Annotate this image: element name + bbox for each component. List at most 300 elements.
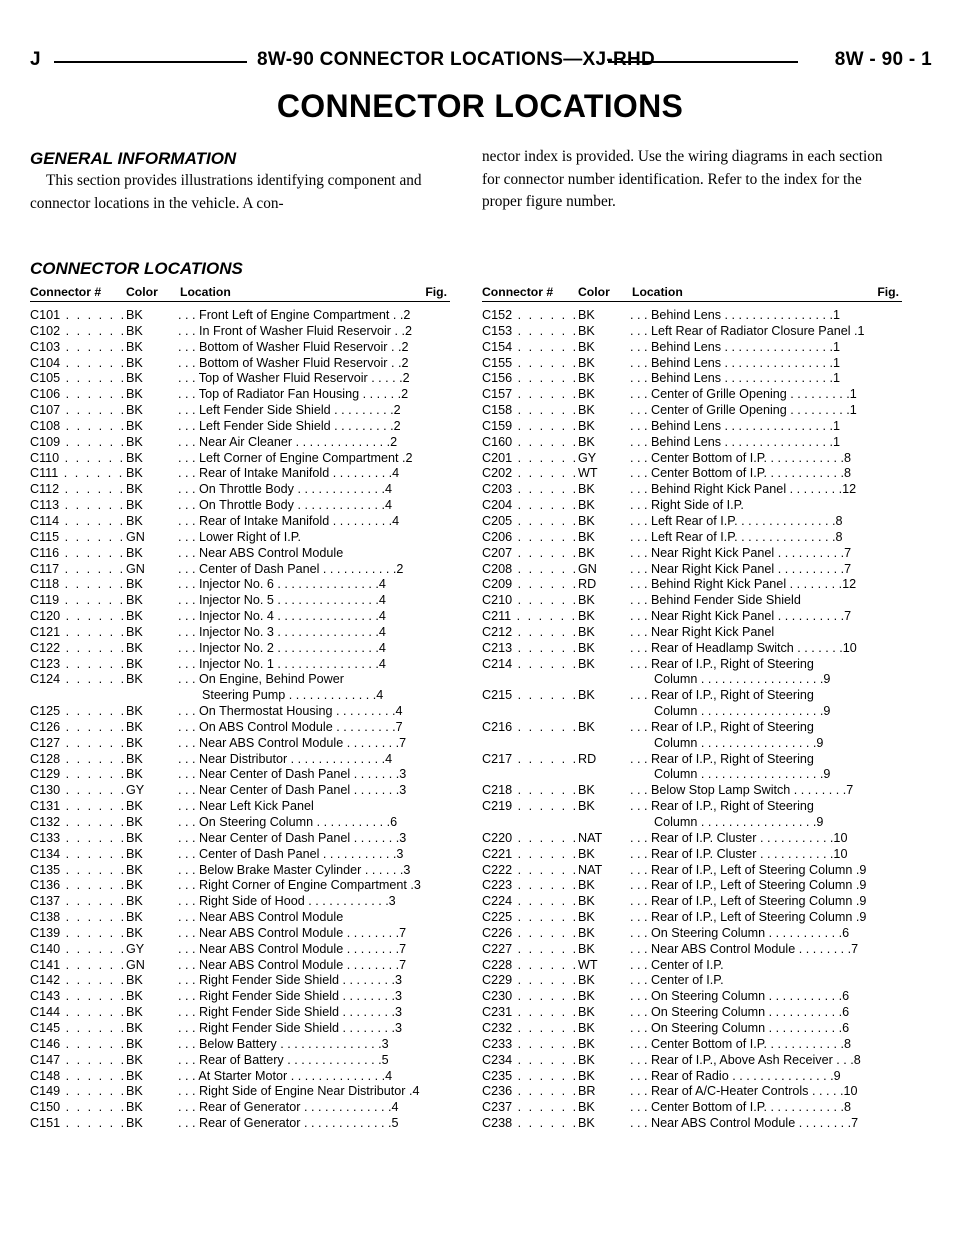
connector-id: C109 — [30, 434, 61, 449]
location: Rear of I.P., Left of Steering Column .9 — [651, 910, 867, 925]
wire-color: BK — [126, 1084, 143, 1099]
connector-id: C125 — [30, 704, 61, 719]
wire-color: BK — [578, 925, 595, 940]
header-location: Location — [632, 285, 683, 299]
connector-id: C106 — [30, 387, 61, 402]
location: Rear of Intake Manifold . . . . . . . . .4 — [199, 466, 400, 481]
table-row: C152 . . . . . .BK . . . Behind Lens . . . . . . . . . . . . . . . .1 — [482, 308, 840, 322]
table-row: C114 . . . . . .BK . . . Rear of Intake Manifold . . . . . . . . .4 — [30, 513, 400, 528]
connector-id: C120 — [30, 609, 61, 624]
wire-color: BK — [578, 593, 595, 608]
connector-id: C238 — [482, 1116, 513, 1131]
location: Top of Radiator Fan Housing . . . . . .2 — [198, 387, 409, 402]
connector-id: C101 — [30, 308, 61, 322]
wire-color: BK — [126, 371, 143, 386]
location-continued: Column . . . . . . . . . . . . . . . . . .9 — [654, 672, 831, 687]
connector-id: C136 — [30, 878, 61, 893]
table-row: C101 . . . . . .BK . . . Front Left of Engine Compartment . .2 — [30, 308, 411, 322]
table-row: C132 . . . . . .BK . . . On Steering Column . . . . . . . . . . .6 — [30, 815, 398, 829]
table-row: C222 . . . . . .NAT . . . Rear of I.P., Left of Steering Column .9 — [482, 862, 867, 877]
connector-id: C131 — [30, 799, 61, 814]
table-row-continuation — [482, 704, 902, 720]
location: Center of Dash Panel . . . . . . . . . . .2 — [199, 561, 404, 576]
table-row: C148 . . . . . .BK . . . At Starter Motor . . . . . . . . . . . . . .4 — [30, 1068, 393, 1083]
wire-color: BK — [126, 339, 143, 354]
connector-id: C133 — [30, 830, 61, 845]
wire-color: BK — [126, 704, 143, 719]
wire-color: BK — [126, 815, 143, 829]
wire-color: GN — [578, 561, 597, 576]
wire-color: BK — [126, 323, 143, 338]
connector-id: C112 — [30, 482, 60, 497]
location: Behind Lens . . . . . . . . . . . . . . . .1 — [651, 308, 840, 322]
table-row: C135 . . . . . .BK . . . Below Brake Master Cylinder . . . . . .3 — [30, 862, 411, 877]
header-center: 8W-90 CONNECTOR LOCATIONS—XJ-RHD — [257, 49, 656, 70]
general-info-text-left: This section provides illustrations identifying component and connector locations in the vehicle. A con- — [30, 172, 422, 212]
location: Behind Fender Side Shield — [651, 593, 801, 608]
location: Near ABS Control Module . . . . . . . .7 — [199, 735, 407, 750]
table-row: C107 . . . . . .BK . . . Left Fender Side Shield . . . . . . . . .2 — [30, 403, 401, 418]
wire-color: BK — [126, 418, 143, 433]
table-row: C115 . . . . . .GN . . . Lower Right of I.P. — [30, 529, 301, 544]
wire-color: BK — [126, 735, 143, 750]
table-row-continuation — [482, 767, 902, 783]
location: Rear of I.P., Right of Steering — [651, 799, 814, 814]
wire-color: WT — [578, 466, 598, 481]
header-color: Color — [578, 285, 610, 299]
location: Behind Lens . . . . . . . . . . . . . . . .1 — [651, 418, 840, 433]
connector-id: C143 — [30, 989, 61, 1004]
table-row: C155 . . . . . .BK . . . Behind Lens . . . . . . . . . . . . . . . .1 — [482, 355, 840, 370]
table-row: C221 . . . . . .BK . . . Rear of I.P. Cluster . . . . . . . . . . .10 — [482, 846, 848, 861]
connector-id: C205 — [482, 513, 513, 528]
wire-color: BK — [578, 878, 595, 893]
location: Right Corner of Engine Compartment .3 — [199, 878, 421, 893]
table-header — [30, 284, 450, 302]
connector-id: C223 — [482, 878, 513, 893]
location: Behind Lens . . . . . . . . . . . . . . . .1 — [651, 355, 840, 370]
wire-color: GN — [126, 957, 145, 972]
connector-id: C154 — [482, 339, 513, 354]
table-row: C111 . . . . . .BK . . . Rear of Intake Manifold . . . . . . . . .4 — [30, 466, 400, 481]
table-row: C209 . . . . . .RD . . . Behind Right Kick Panel . . . . . . . .12 — [482, 577, 857, 592]
location: On Steering Column . . . . . . . . . . .6 — [199, 815, 398, 829]
table-row: C134 . . . . . .BK . . . Center of Dash Panel . . . . . . . . . . .3 — [30, 846, 404, 861]
wire-color: BK — [578, 513, 595, 528]
connector-id: C149 — [30, 1084, 61, 1099]
location: On Thermostat Housing . . . . . . . . .4 — [199, 704, 403, 719]
connector-id: C210 — [482, 593, 513, 608]
location: Near ABS Control Module — [199, 545, 344, 560]
wire-color: BK — [126, 624, 143, 639]
table-row: C211 . . . . . .BK . . . Near Right Kick Panel . . . . . . . . . .7 — [482, 609, 852, 624]
connector-id: C138 — [30, 910, 61, 925]
location: Right Fender Side Shield . . . . . . . .3 — [199, 989, 403, 1004]
location: Rear of I.P., Right of Steering — [651, 719, 814, 734]
connector-id: C220 — [482, 830, 513, 845]
location: Rear of I.P., Left of Steering Column .9 — [651, 894, 867, 909]
location: Center Bottom of I.P. . . . . . . . . . . .8 — [651, 466, 851, 481]
connector-id: C104 — [30, 355, 61, 370]
location: Rear of Battery . . . . . . . . . . . . . .5 — [199, 1052, 389, 1067]
table-row: C234 . . . . . .BK . . . Rear of I.P., Above Ash Receiver . . .8 — [482, 1052, 861, 1067]
connector-id: C204 — [482, 498, 513, 513]
wire-color: BK — [126, 1020, 143, 1035]
location: Rear of I.P., Above Ash Receiver . . .8 — [651, 1052, 861, 1067]
header-right: 8W - 90 - 1 — [834, 49, 932, 70]
table-row: C127 . . . . . .BK . . . Near ABS Control Module . . . . . . . .7 — [30, 735, 407, 750]
table-row: C118 . . . . . .BK . . . Injector No. 6 . . . . . . . . . . . . . . .4 — [30, 577, 386, 592]
connector-id: C115 — [30, 529, 60, 544]
wire-color: BK — [126, 545, 143, 560]
wire-color: BK — [578, 1036, 595, 1051]
location: Near Air Cleaner . . . . . . . . . . . . . .2 — [199, 434, 398, 449]
table-row: C226 . . . . . .BK . . . On Steering Column . . . . . . . . . . .6 — [482, 925, 850, 940]
table-row: C128 . . . . . .BK . . . Near Distributor . . . . . . . . . . . . . .4 — [30, 751, 393, 766]
location: Center of Grille Opening . . . . . . . . .1 — [651, 387, 857, 402]
location: Near Left Kick Panel — [199, 799, 314, 814]
table-row: C133 . . . . . .BK . . . Near Center of Dash Panel . . . . . . .3 — [30, 830, 407, 845]
location: Behind Right Kick Panel . . . . . . . .12 — [651, 482, 857, 497]
location: Below Brake Master Cylinder . . . . . .3 — [199, 862, 411, 877]
table-row: C237 . . . . . .BK . . . Center Bottom of I.P. . . . . . . . . . . .8 — [482, 1100, 851, 1115]
table-row: C138 . . . . . .BK . . . Near ABS Control Module — [30, 910, 344, 925]
location: Left Rear of Radiator Closure Panel .1 — [651, 323, 865, 338]
wire-color: BK — [578, 1100, 595, 1115]
wire-color: BK — [126, 609, 143, 624]
connector-id: C103 — [30, 339, 61, 354]
wire-color: BK — [578, 1068, 595, 1083]
table-row: C235 . . . . . .BK . . . Rear of Radio . . . . . . . . . . . . . . .9 — [482, 1068, 841, 1083]
location: Center Bottom of I.P. . . . . . . . . . . .8 — [651, 1036, 851, 1051]
table-row: C205 . . . . . .BK . . . Left Rear of I.P. . . . . . . . . . . . . . .8 — [482, 513, 843, 528]
wire-color: BK — [126, 1068, 143, 1083]
connector-id: C215 — [482, 688, 513, 703]
location: Top of Washer Fluid Reservoir . . . . .2 — [198, 371, 410, 386]
wire-color: BK — [126, 846, 143, 861]
connector-id: C206 — [482, 529, 513, 544]
location: Rear of Headlamp Switch . . . . . . .10 — [651, 640, 857, 655]
table-row: C125 . . . . . .BK . . . On Thermostat Housing . . . . . . . . .4 — [30, 704, 403, 719]
table-row: C139 . . . . . .BK . . . Near ABS Control Module . . . . . . . .7 — [30, 925, 407, 940]
table-row: C103 . . . . . .BK . . . Bottom of Washer Fluid Reservoir . .2 — [30, 339, 409, 354]
connector-id: C121 — [30, 624, 61, 639]
table-row: C109 . . . . . .BK . . . Near Air Cleaner . . . . . . . . . . . . . .2 — [30, 434, 398, 449]
connector-id: C105 — [30, 371, 61, 386]
location-continued: Column . . . . . . . . . . . . . . . . .9 — [654, 815, 824, 829]
location-continued: Column . . . . . . . . . . . . . . . . .9 — [654, 735, 824, 750]
connector-id: C225 — [482, 910, 513, 925]
wire-color: BK — [578, 973, 595, 988]
table-row-continuation — [30, 688, 450, 704]
table-row: C215 . . . . . .BK . . . Rear of I.P., Right of Steering — [482, 688, 814, 703]
table-row: C232 . . . . . .BK . . . On Steering Column . . . . . . . . . . .6 — [482, 1020, 850, 1035]
table-row: C141 . . . . . .GN . . . Near ABS Control Module . . . . . . . .7 — [30, 957, 407, 972]
location: Right Side of Engine Near Distributor .4 — [199, 1084, 420, 1099]
location: On Engine, Behind Power — [199, 672, 344, 687]
wire-color: BK — [126, 577, 143, 592]
location: Rear of I.P. Cluster . . . . . . . . . . .10 — [651, 846, 848, 861]
table-row: C206 . . . . . .BK . . . Left Rear of I.P. . . . . . . . . . . . . . .8 — [482, 529, 843, 544]
wire-color: BK — [578, 609, 595, 624]
location: Rear of I.P., Left of Steering Column .9 — [651, 878, 867, 893]
connector-id: C203 — [482, 482, 513, 497]
table-row: C140 . . . . . .GY . . . Near ABS Control Module . . . . . . . .7 — [30, 941, 407, 956]
table-row: C112 . . . . . .BK . . . On Throttle Body . . . . . . . . . . . . .4 — [30, 482, 392, 497]
location: Center of Dash Panel . . . . . . . . . . .3 — [199, 846, 404, 861]
table-row: C137 . . . . . .BK . . . Right Side of Hood . . . . . . . . . . . .3 — [30, 894, 396, 909]
wire-color: BK — [578, 910, 595, 925]
wire-color: BK — [578, 308, 595, 322]
table-row: C131 . . . . . .BK . . . Near Left Kick Panel — [30, 799, 314, 814]
connector-id: C232 — [482, 1020, 513, 1035]
location: Near ABS Control Module . . . . . . . .7 — [651, 1116, 859, 1131]
connector-id: C137 — [30, 894, 61, 909]
wire-color: GY — [126, 941, 145, 956]
table-row: C154 . . . . . .BK . . . Behind Lens . . . . . . . . . . . . . . . .1 — [482, 339, 840, 354]
wire-color: BK — [578, 482, 595, 497]
table-row: C108 . . . . . .BK . . . Left Fender Side Shield . . . . . . . . .2 — [30, 418, 401, 433]
wire-color: BK — [126, 466, 143, 481]
wire-color: BK — [578, 624, 595, 639]
location: Left Fender Side Shield . . . . . . . . .2 — [199, 418, 401, 433]
location: Rear of A/C-Heater Controls . . . . .10 — [651, 1084, 858, 1099]
connector-id: C127 — [30, 735, 61, 750]
wire-color: BK — [126, 973, 143, 988]
wire-color: BK — [578, 1052, 595, 1067]
connector-id: C228 — [482, 957, 513, 972]
location: Bottom of Washer Fluid Reservoir . .2 — [199, 355, 409, 370]
table-row-continuation — [482, 815, 902, 831]
header-connector: Connector # — [30, 285, 102, 299]
wire-color: BK — [126, 1005, 143, 1020]
general-info-heading: GENERAL INFORMATION — [30, 149, 237, 168]
wire-color: RD — [578, 751, 597, 766]
wire-color: BK — [126, 1036, 143, 1051]
connector-id: C132 — [30, 815, 61, 829]
connector-id: C111 — [30, 466, 59, 481]
wire-color: BK — [126, 925, 143, 940]
location: Center Bottom of I.P. . . . . . . . . . . .8 — [651, 1100, 851, 1115]
table-row: C145 . . . . . .BK . . . Right Fender Side Shield . . . . . . . .3 — [30, 1020, 403, 1035]
connector-id: C117 — [30, 561, 60, 576]
location-continued: Column . . . . . . . . . . . . . . . . . .9 — [654, 704, 831, 719]
location: Rear of I.P., Right of Steering — [651, 656, 814, 671]
wire-color: BK — [126, 910, 143, 925]
wire-color: BK — [578, 498, 595, 513]
location: On Steering Column . . . . . . . . . . .6 — [651, 989, 850, 1004]
table-row: C225 . . . . . .BK . . . Rear of I.P., Left of Steering Column .9 — [482, 910, 867, 925]
wire-color: BK — [578, 688, 595, 703]
table-row: C230 . . . . . .BK . . . On Steering Column . . . . . . . . . . .6 — [482, 989, 850, 1004]
location: On Steering Column . . . . . . . . . . .6 — [651, 1020, 850, 1035]
location: Near ABS Control Module . . . . . . . .7 — [199, 941, 407, 956]
location: Below Stop Lamp Switch . . . . . . . .7 — [651, 783, 854, 798]
wire-color: NAT — [578, 830, 603, 845]
table-row: C147 . . . . . .BK . . . Rear of Battery . . . . . . . . . . . . . .5 — [30, 1052, 389, 1067]
table-row: C151 . . . . . .BK . . . Rear of Generator . . . . . . . . . . . . .5 — [30, 1116, 399, 1131]
table-rows — [30, 308, 450, 1132]
connector-id: C126 — [30, 719, 61, 734]
table-row: C213 . . . . . .BK . . . Rear of Headlamp Switch . . . . . . .10 — [482, 640, 857, 655]
table-row: C223 . . . . . .BK . . . Rear of I.P., Left of Steering Column .9 — [482, 878, 867, 893]
table-row: C150 . . . . . .BK . . . Rear of Generator . . . . . . . . . . . . .4 — [30, 1100, 399, 1115]
wire-color: BK — [126, 1100, 143, 1115]
wire-color: BK — [578, 323, 595, 338]
table-row: C236 . . . . . .BR . . . Rear of A/C-Heater Controls . . . . .10 — [482, 1084, 858, 1099]
connector-id: C150 — [30, 1100, 61, 1115]
table-row: C105 . . . . . .BK . . . Top of Washer Fluid Reservoir . . . . .2 — [30, 371, 410, 386]
location: Center Bottom of I.P. . . . . . . . . . . .8 — [651, 450, 851, 465]
wire-color: BK — [126, 434, 143, 449]
connector-id: C231 — [482, 1005, 513, 1020]
connector-id: C110 — [30, 450, 60, 465]
table-row: C231 . . . . . .BK . . . On Steering Column . . . . . . . . . . .6 — [482, 1005, 850, 1020]
wire-color: BK — [126, 308, 143, 322]
location: Center of I.P. — [651, 973, 724, 988]
table-row: C144 . . . . . .BK . . . Right Fender Side Shield . . . . . . . .3 — [30, 1005, 403, 1020]
table-row: C203 . . . . . .BK . . . Behind Right Kick Panel . . . . . . . .12 — [482, 482, 857, 497]
connector-id: C144 — [30, 1005, 61, 1020]
table-row: C119 . . . . . .BK . . . Injector No. 5 . . . . . . . . . . . . . . .4 — [30, 593, 386, 608]
table-row: C158 . . . . . .BK . . . Center of Grille Opening . . . . . . . . .1 — [482, 403, 857, 418]
table-rows — [482, 308, 902, 1132]
table-row-continuation — [482, 672, 902, 688]
location: Rear of I.P. Cluster . . . . . . . . . . .10 — [651, 830, 848, 845]
connector-id: C128 — [30, 751, 61, 766]
wire-color: BK — [578, 719, 595, 734]
wire-color: BK — [578, 371, 595, 386]
connector-id: C226 — [482, 925, 513, 940]
location: Injector No. 6 . . . . . . . . . . . . . . .4 — [199, 577, 386, 592]
table-row: C160 . . . . . .BK . . . Behind Lens . . . . . . . . . . . . . . . .1 — [482, 434, 840, 449]
header-fig: Fig. — [425, 285, 447, 299]
connector-id: C209 — [482, 577, 513, 592]
connector-id: C156 — [482, 371, 513, 386]
table-row: C153 . . . . . .BK . . . Left Rear of Radiator Closure Panel .1 — [482, 323, 865, 338]
location-continued: Steering Pump . . . . . . . . . . . . .4 — [202, 688, 384, 703]
wire-color: BK — [578, 640, 595, 655]
table-row: C102 . . . . . .BK . . . In Front of Washer Fluid Reservoir . .2 — [30, 323, 412, 338]
table-row: C208 . . . . . .GN . . . Near Right Kick Panel . . . . . . . . . .7 — [482, 561, 852, 576]
location: Near ABS Control Module . . . . . . . .7 — [199, 925, 407, 940]
connector-id: C217 — [482, 751, 513, 766]
table-header — [482, 284, 902, 302]
wire-color: BK — [126, 862, 143, 877]
header-color: Color — [126, 285, 158, 299]
connector-id: C216 — [482, 719, 513, 734]
wire-color: BK — [126, 894, 143, 909]
wire-color: WT — [578, 957, 598, 972]
connector-id: C118 — [30, 577, 60, 592]
location: Near Right Kick Panel . . . . . . . . . .7 — [651, 609, 852, 624]
table-row: C129 . . . . . .BK . . . Near Center of Dash Panel . . . . . . .3 — [30, 767, 407, 782]
connector-id: C151 — [30, 1116, 61, 1131]
connector-table-left — [30, 284, 450, 1132]
location: Rear of I.P., Right of Steering — [651, 688, 814, 703]
location: Rear of I.P., Left of Steering Column .9 — [651, 862, 867, 877]
wire-color: BK — [126, 767, 143, 782]
table-row: C201 . . . . . .GY . . . Center Bottom of I.P. . . . . . . . . . . .8 — [482, 450, 851, 465]
header-rule-left — [54, 61, 247, 63]
location: Behind Lens . . . . . . . . . . . . . . . .1 — [651, 339, 840, 354]
wire-color: RD — [578, 577, 597, 592]
connector-locations-heading: CONNECTOR LOCATIONS — [30, 259, 243, 278]
table-row: C204 . . . . . .BK . . . Right Side of I.P. — [482, 498, 744, 513]
wire-color: BK — [126, 355, 143, 370]
table-row: C210 . . . . . .BK . . . Behind Fender Side Shield — [482, 593, 801, 608]
connector-id: C219 — [482, 799, 513, 814]
wire-color: BK — [126, 830, 143, 845]
location: Rear of I.P., Right of Steering — [651, 751, 814, 766]
table-row: C220 . . . . . .NAT . . . Rear of I.P. Cluster . . . . . . . . . . .10 — [482, 830, 848, 845]
location: Near ABS Control Module . . . . . . . .7 — [651, 941, 859, 956]
table-row: C143 . . . . . .BK . . . Right Fender Side Shield . . . . . . . .3 — [30, 989, 403, 1004]
connector-id: C222 — [482, 862, 513, 877]
wire-color: BK — [578, 656, 595, 671]
wire-color: BK — [126, 719, 143, 734]
location: Near Right Kick Panel . . . . . . . . . .7 — [651, 561, 852, 576]
connector-id: C134 — [30, 846, 61, 861]
wire-color: BK — [126, 799, 143, 814]
location: Right Fender Side Shield . . . . . . . .3 — [199, 1005, 403, 1020]
location: Left Corner of Engine Compartment .2 — [199, 450, 413, 465]
location: Rear of Generator . . . . . . . . . . . . .5 — [199, 1116, 399, 1131]
location: Behind Lens . . . . . . . . . . . . . . . .1 — [651, 371, 840, 386]
connector-id: C124 — [30, 672, 61, 687]
connector-id: C230 — [482, 989, 513, 1004]
wire-color: BK — [126, 989, 143, 1004]
wire-color: BR — [578, 1084, 596, 1099]
wire-color: BK — [578, 894, 595, 909]
location: Lower Right of I.P. — [199, 529, 301, 544]
table-row: C207 . . . . . .BK . . . Near Right Kick Panel . . . . . . . . . .7 — [482, 545, 852, 560]
location: Right Fender Side Shield . . . . . . . .3 — [199, 973, 403, 988]
wire-color: BK — [578, 1005, 595, 1020]
connector-id: C213 — [482, 640, 513, 655]
connector-id: C141 — [30, 957, 61, 972]
connector-id: C201 — [482, 450, 513, 465]
location: On Throttle Body . . . . . . . . . . . . .4 — [199, 498, 392, 513]
connector-id: C147 — [30, 1052, 61, 1067]
wire-color: GN — [126, 561, 145, 576]
table-row: C214 . . . . . .BK . . . Rear of I.P., Right of Steering — [482, 656, 814, 671]
location: Bottom of Washer Fluid Reservoir . .2 — [199, 339, 409, 354]
wire-color: BK — [578, 783, 595, 798]
table-row: C229 . . . . . .BK . . . Center of I.P. — [482, 973, 724, 988]
wire-color: BK — [126, 498, 143, 513]
wire-color: GY — [126, 783, 145, 798]
connector-id: C237 — [482, 1100, 513, 1115]
table-row: C142 . . . . . .BK . . . Right Fender Side Shield . . . . . . . .3 — [30, 973, 403, 988]
connector-id: C142 — [30, 973, 61, 988]
table-row: C149 . . . . . .BK . . . Right Side of Engine Near Distributor .4 — [30, 1084, 420, 1099]
location: Right Side of I.P. — [651, 498, 744, 513]
connector-id: C102 — [30, 323, 61, 338]
table-row: C216 . . . . . .BK . . . Rear of I.P., Right of Steering — [482, 719, 814, 734]
location: Near Center of Dash Panel . . . . . . .3 — [199, 830, 407, 845]
table-row: C124 . . . . . .BK . . . On Engine, Behind Power — [30, 672, 344, 687]
location: Center of Grille Opening . . . . . . . . .1 — [651, 403, 857, 418]
connector-id: C140 — [30, 941, 61, 956]
wire-color: BK — [578, 941, 595, 956]
table-row: C156 . . . . . .BK . . . Behind Lens . . . . . . . . . . . . . . . .1 — [482, 371, 840, 386]
table-row: C217 . . . . . .RD . . . Rear of I.P., Right of Steering — [482, 751, 814, 766]
location: Rear of Radio . . . . . . . . . . . . . . .9 — [651, 1068, 841, 1083]
table-row: C212 . . . . . .BK . . . Near Right Kick Panel — [482, 624, 775, 639]
header-location: Location — [180, 285, 231, 299]
connector-id: C236 — [482, 1084, 513, 1099]
